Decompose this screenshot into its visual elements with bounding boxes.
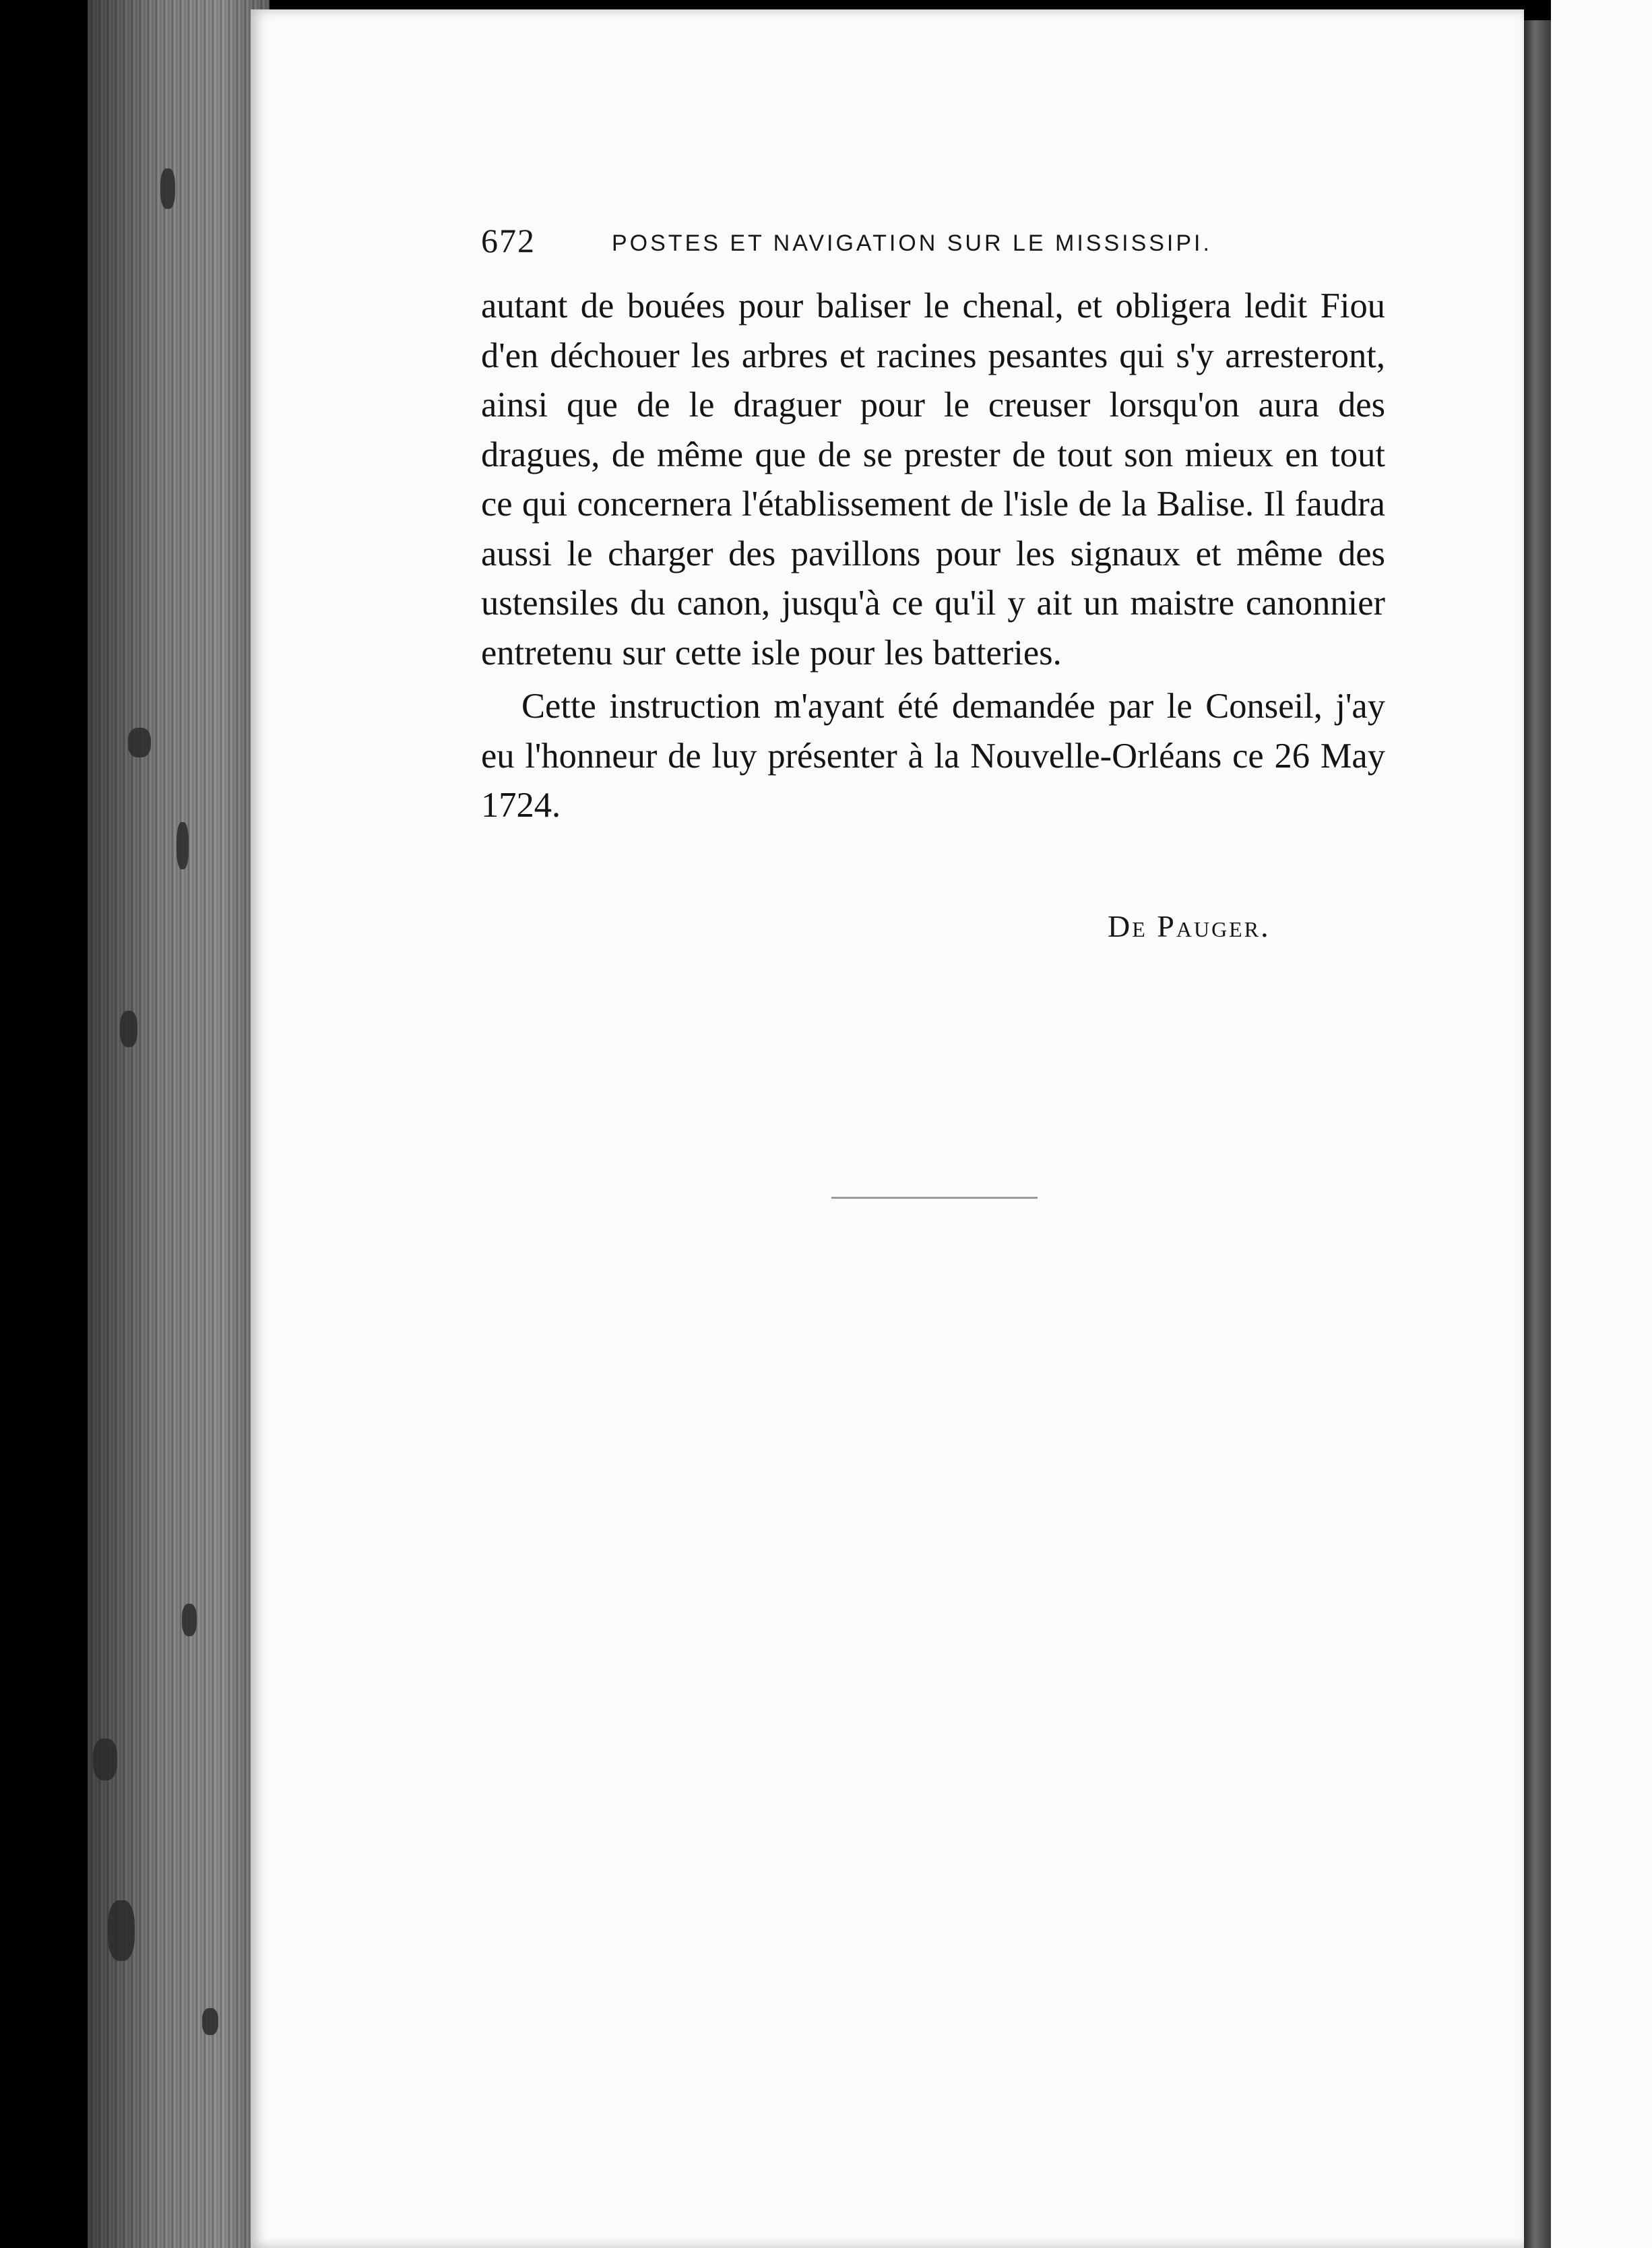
facing-page — [1551, 0, 1652, 2248]
edge-stain — [120, 1011, 137, 1047]
body-text — [481, 282, 1385, 831]
paragraph: Cette instruction m'ayant été demandée par le Conseil, j'ay eu l'honneur de luy présenter à la Nouvelle-Orléans ce 26 May 1724. — [481, 687, 1385, 825]
edge-stain — [128, 728, 151, 757]
page-number: 672 — [481, 222, 536, 259]
running-head — [481, 221, 1283, 268]
running-title: POSTES ET NAVIGATION SUR LE MISSISSIPI. — [612, 230, 1212, 256]
gutter-shadow — [1524, 20, 1551, 2248]
edge-stain — [108, 1900, 135, 1961]
edge-stain — [202, 2008, 218, 2035]
edge-stain — [182, 1604, 197, 1636]
edge-stain — [177, 822, 189, 869]
edge-stain — [93, 1739, 117, 1780]
edge-stain — [160, 168, 175, 209]
paragraph: autant de bouées pour baliser le chenal, et obligera ledit Fiou d'en déchouer les arbres et racines pesantes qui s'y arresteront, ainsi que de le draguer pour le creuser lorsqu'on aura des dragues, de même que de se prester de tout son mieux en tout ce qui concernera l'établissement de l'isle de la Balise. Il faudra aussi le charger des pavillons pour les signaux et même des ustensiles du canon, jusqu'à ce qu'il y ait un maistre canonnier entretenu sur cette isle pour les batteries. — [481, 286, 1385, 673]
end-rule — [831, 1197, 1038, 1199]
signature: De Pauger. — [1108, 909, 1271, 943]
